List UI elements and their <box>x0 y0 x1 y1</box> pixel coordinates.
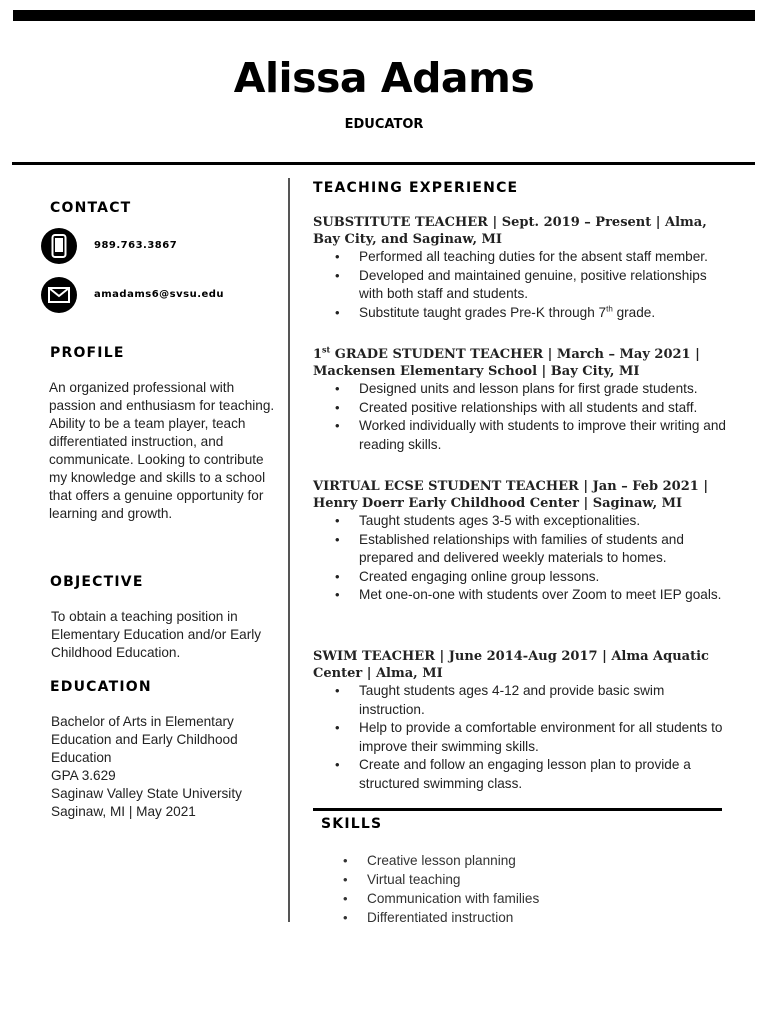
list-item: • Differentiated instruction <box>321 908 721 927</box>
job-title: SUBSTITUTE TEACHER | Sept. 2019 – Present | Alma, Bay City, and Saginaw, MI <box>313 215 707 247</box>
job-swim-teacher <box>313 648 733 793</box>
candidate-role: EDUCATOR <box>344 117 424 132</box>
candidate-name: Alissa Adams <box>233 54 535 102</box>
list-item: • Taught students ages 3-5 with exceptionalities. <box>313 512 733 531</box>
job-student-teacher <box>313 346 733 454</box>
profile-heading: PROFILE <box>50 345 125 361</box>
job-title: 1st GRADE STUDENT TEACHER | March – May 2021 | Mackensen Elementary School | Bay City, MI <box>313 344 700 379</box>
job-virtual-ecse <box>313 478 733 605</box>
list-item: • Developed and maintained genuine, positive relationships with both staff and students. <box>313 267 733 304</box>
profile-text: An organized professional with passion and enthusiasm for teaching. Ability to be a team player, teach differentiated instruction, and communicate. Looking to contribute my knowledge and skills to a school that offers a genuine opportunity for learning and growth. <box>49 380 275 521</box>
list-item: • Substitute taught grades Pre-K through 7th grade. <box>313 304 733 323</box>
education-gpa: GPA 3.629 <box>51 768 116 783</box>
list-item: • Created positive relationships with all students and staff. <box>313 399 733 418</box>
education-location-date: Saginaw, MI | May 2021 <box>51 804 196 819</box>
list-item: • Communication with families <box>321 889 721 908</box>
list-item: • Established relationships with families of students and prepared and delivered weekly materials to homes. <box>313 531 733 568</box>
column-divider <box>288 178 290 922</box>
skills-divider <box>313 808 722 811</box>
list-item: • Creative lesson planning <box>321 851 721 870</box>
objective-heading: OBJECTIVE <box>50 574 144 590</box>
envelope-icon <box>41 277 77 313</box>
objective-text: To obtain a teaching position in Elementary Education and/or Early Childhood Education. <box>51 609 262 660</box>
education-degree: Bachelor of Arts in Elementary Education and Early Childhood Education <box>51 714 238 765</box>
phone-icon <box>41 228 77 264</box>
top-bar <box>13 10 755 21</box>
job-title: SWIM TEACHER | June 2014-Aug 2017 | Alma Aquatic Center | Alma, MI <box>313 649 709 681</box>
list-item: • Worked individually with students to improve their writing and reading skills. <box>313 417 733 454</box>
list-item: • Taught students ages 4-12 and provide basic swim instruction. <box>313 682 733 719</box>
list-item: • Met one-on-one with students over Zoom to meet IEP goals. <box>313 586 733 605</box>
skills-list <box>321 851 721 927</box>
list-item: • Help to provide a comfortable environment for all students to improve their swimming skills. <box>313 719 733 756</box>
job-substitute-teacher <box>313 214 733 322</box>
contact-phone[interactable]: 989.763.3867 <box>94 240 178 251</box>
experience-heading: TEACHING EXPERIENCE <box>313 180 519 196</box>
list-item: • Created engaging online group lessons. <box>313 568 733 587</box>
education-school: Saginaw Valley State University <box>51 786 242 801</box>
contact-heading: CONTACT <box>50 200 132 216</box>
list-item: • Designed units and lesson plans for first grade students. <box>313 380 733 399</box>
skills-heading: SKILLS <box>321 816 383 832</box>
education-block <box>51 713 279 821</box>
list-item: • Create and follow an engaging lesson plan to provide a structured swimming class. <box>313 756 733 793</box>
education-heading: EDUCATION <box>50 679 152 695</box>
job-title: VIRTUAL ECSE STUDENT TEACHER | Jan – Feb 2021 | Henry Doerr Early Childhood Center | Saginaw, MI <box>313 479 709 511</box>
list-item: • Performed all teaching duties for the absent staff member. <box>313 248 733 267</box>
list-item: • Virtual teaching <box>321 870 721 889</box>
header-divider <box>12 162 755 165</box>
contact-email[interactable]: amadams6@svsu.edu <box>94 289 225 300</box>
